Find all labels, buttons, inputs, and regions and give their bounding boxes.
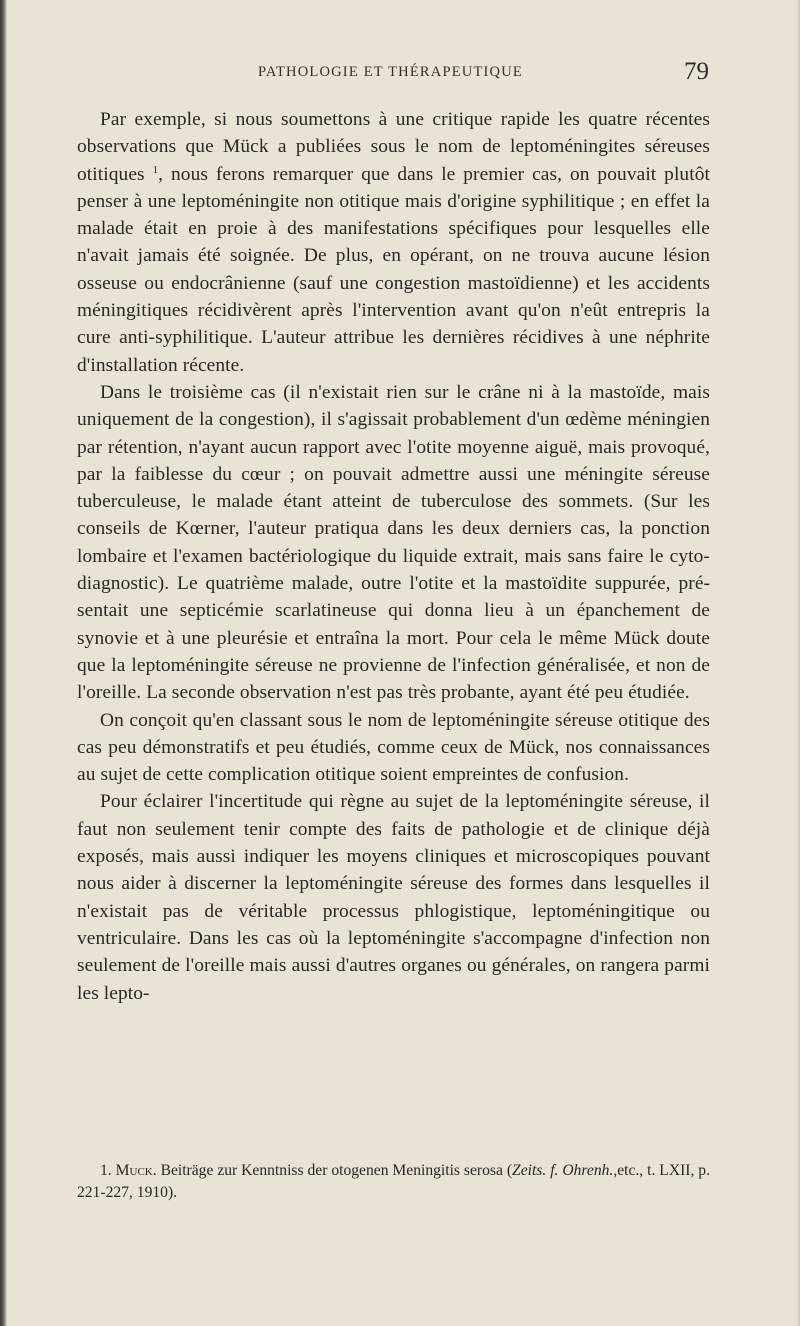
footnotes [77,1160,710,1204]
footnote-author: Muck [115,1162,153,1179]
page-binding-edge [0,0,7,1326]
body-text [77,106,710,1007]
paragraph-2: Dans le troisième cas (il n'existait rien sur le crâne ni à la mastoïde, mais uniquement de la congestion), il s'agissait probablement d'un œdème méningien par rétention, n'ayant aucun rapport avec l'otite moyenne aiguë, mais provoqué, par la faiblesse du cœur ; on pouvait admettre aussi une méningite séreuse tuberculeuse, le malade étant atteint de tuberculose des sommets. (Sur les conseils de Kœrner, l'auteur pratiqua dans les deux derniers cas, la ponction lombaire et l'examen bactériologique du liquide extrait, mais sans faire le cyto-diagnostic). Le quatrième malade, outre l'otite et la mastoïdite suppurée, présentait une septicémie scarlatineuse qui donna lieu à un épanchement de synovie et à une pleurésie et entraîna la mort. Pour cela le même Mück doute que la leptoméningite séreuse ne provienne de l'infection généralisée, et non de l'oreille. La seconde observation n'est pas très probante, ayant été peu étudiée. [77,381,710,704]
paragraph-4: Pour éclairer l'incertitude qui règne au sujet de la leptoméningite séreuse, il faut non seulement tenir compte des faits de pathologie et de clinique déjà exposés, mais aussi indiquer les moyens cliniques et microscopiques pouvant nous aider à discerner la leptoméningite séreuse des formes dans lesquelles il n'existait pas de véritable processus phlogistique, leptoméningitique ou ventriculaire. Dans les cas où la leptoméningite s'accompagne d'infection non seulement de l'oreille mais aussi d'autres organes ou générales, on rangera parmi les lepto- [77,791,710,1004]
footnote-number: 1. [100,1162,112,1179]
page-right-edge [796,0,800,1326]
paragraph-3: On conçoit qu'en classant sous le nom de leptoméningite séreuse otitique des cas peu démonstratifs et peu étudiés, comme ceux de Mück, nos connaissances au sujet de cette complication otitique soient empreintes de confusion. [77,709,710,786]
footnote-1: 1. Muck. Beiträge zur Kenntniss der otogenen Meningitis serosa (Zeits. f. Ohrenh.,etc., t. LXII, p. 221-227, 1910). [77,1162,711,1201]
footnote-journal: Zeits. f. Ohrenh. [512,1162,614,1179]
paragraph-1: Par exemple, si nous soumettons à une critique rapide les quatre récentes observations que Mück a publiées sous le nom de leptoméningites séreuses otitiques $^1$, nous ferons remarquer que dans le premier cas, on pouvait plutôt penser à une leptoméningite non otitique mais d'origine syphilitique ; en effet la malade était en proie à des manifestations spécifiques pour lesquelles elle n'avait jamais été soignée. De plus, en opérant, on ne trouva aucune lésion osseuse ou endocrânienne (sauf une congestion mastoïdienne) et les accidents méningitiques récidivèrent après l'intervention avant qu'on n'eût entrepris la cure anti-syphilitique. L'auteur attribue les dernières récidives à une néphrite d'installation récente. [77,109,711,376]
page-number: 79 [684,58,709,85]
running-title: PATHOLOGIE ET THÉRAPEUTIQUE [258,64,523,80]
footnote-reference: 1 [152,163,159,176]
